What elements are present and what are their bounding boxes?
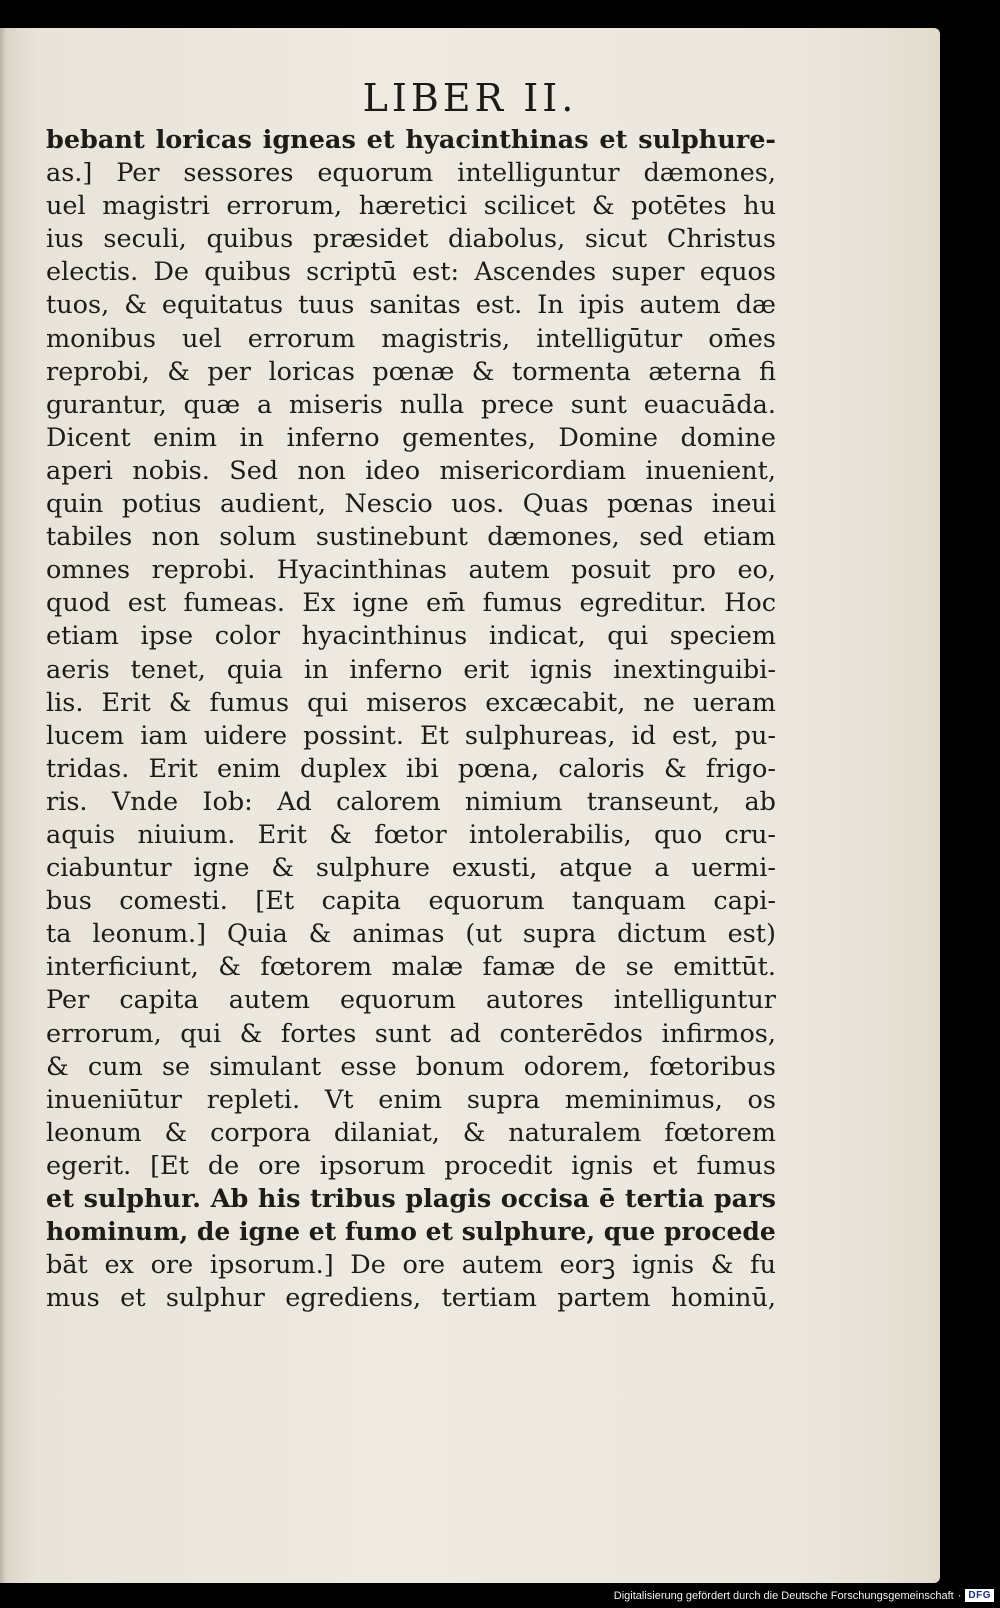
text-line: gurantur, quæ a miseris nulla prece sunt euacuāda. [46, 389, 776, 420]
text-line: leonum & corpora dilaniat, & naturalem fœtorem [46, 1117, 776, 1148]
text-line: quin potius audient, Nescio uos. Quas pœnas ineui [46, 489, 776, 520]
text-line: lis. Erit & fumus qui miseros excæcabit, ne ueram [46, 687, 776, 718]
text-line: Per capita autem equorum autores intelliguntur [46, 985, 776, 1016]
text-line: as.] Per sessores equorum intelliguntur dæmones, [46, 158, 776, 189]
text-line: bebant loricas igneas et hyacinthinas et sulphure- [46, 125, 776, 155]
running-header: LIBER II. [362, 76, 578, 120]
text-line: ris. Vnde Iob: Ad calorem nimium transeunt, ab [46, 786, 776, 817]
text-line: aquis niuium. Erit & fœtor intolerabilis, quo cru- [46, 819, 776, 850]
text-line: bāt ex ore ipsorum.] De ore autem eorꝫ ignis & fu [46, 1250, 776, 1281]
text-line: egerit. [Et de ore ipsorum procedit ignis et fumus [46, 1150, 776, 1181]
text-line: hominum, de igne et fumo et sulphure, que procede [46, 1217, 776, 1248]
text-line: errorum, qui & fortes sunt ad conterēdos infirmos, [46, 1018, 776, 1049]
credit-text: Digitalisierung gefördert durch die Deutsche Forschungsgemeinschaft [613, 1589, 954, 1602]
text-line: monibus uel errorum magistris, intelligūtur om̄es [46, 323, 776, 354]
text-line: ius seculi, quibus præsidet diabolus, sicut Christus [46, 224, 776, 255]
text-line: mus et sulphur egrediens, tertiam partem hominū, [46, 1283, 776, 1314]
text-line: Dicent enim in inferno gementes, Domine domine [46, 422, 776, 453]
text-line: lucem iam uidere possint. Et sulphureas, id est, pu- [46, 720, 776, 751]
text-line: ta leonum.] Quia & animas (ut supra dictum est) [46, 919, 776, 950]
text-line: & cum se simulant esse bonum odorem, fœtoribus [46, 1051, 776, 1082]
text-line: reprobi, & per loricas pœnæ & tormenta æterna fi [46, 356, 776, 387]
text-line: tabiles non solum sustinebunt dæmones, sed etiam [46, 522, 776, 553]
text-line: tuos, & equitatus tuus sanitas est. In ipis autem dæ [46, 290, 776, 321]
page-gutter-edge [0, 28, 6, 1583]
text-line: etiam ipse color hyacinthinus indicat, qui speciem [46, 621, 776, 652]
text-line: aeris tenet, quia in inferno erit ignis inextinguibi- [46, 654, 776, 685]
dfg-logo: DFG [965, 1589, 994, 1602]
text-line: ciabuntur igne & sulphure exusti, atque a uermi- [46, 853, 776, 884]
body-text [46, 124, 776, 1315]
text-line: interficiunt, & fœtorem malæ famæ de se emittūt. [46, 952, 776, 983]
text-line: omnes reprobi. Hyacinthinas autem posuit pro eo, [46, 555, 776, 586]
text-line: inueniūtur repleti. Vt enim supra meminimus, os [46, 1084, 776, 1115]
text-line: et sulphur. Ab his tribus plagis occisa ē tertia pars [46, 1184, 776, 1214]
text-line: tridas. Erit enim duplex ibi pœna, caloris & frigo- [46, 753, 776, 784]
text-line: electis. De quibus scriptū est: Ascendes super equos [46, 257, 776, 288]
text-line: aperi nobis. Sed non ideo misericordiam inuenient, [46, 455, 776, 486]
digitization-credit: Digitalisierung gefördert durch die Deutsche Forschungsgemeinschaft · DFG [614, 1589, 994, 1602]
text-line: uel magistri errorum, hæretici scilicet & potētes hu [46, 191, 776, 222]
text-line: bus comesti. [Et capita equorum tanquam capi- [46, 886, 776, 917]
text-line: quod est fumeas. Ex igne em̄ fumus egreditur. Hoc [46, 588, 776, 619]
